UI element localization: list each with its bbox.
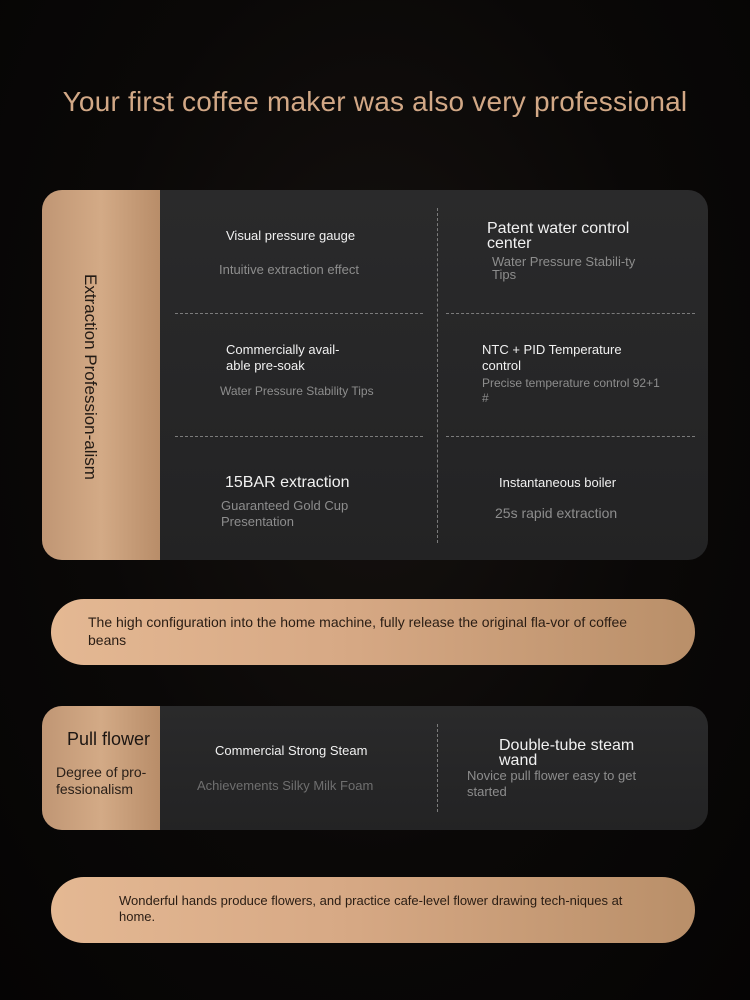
pull-flower-side-title: Pull flower: [67, 729, 151, 749]
feature-title-steam-wand: Double-tube steam wand: [499, 737, 635, 769]
slogan-text-2: Wonderful hands produce flowers, and practice cafe-level flower drawing tech-niques at home.: [119, 893, 623, 924]
row-divider: [446, 436, 695, 437]
slogan-text-1: The high configuration into the home machine, fully release the original fla-vor of coffee beans: [88, 614, 628, 648]
feature-title-pressure-gauge: Visual pressure gauge: [226, 228, 356, 243]
feature-desc-boiler: 25s rapid extraction: [495, 505, 618, 521]
feature-title-water-control: Patent water control center: [487, 220, 630, 252]
feature-title-pre-soak: Commercially avail-able pre-soak: [226, 342, 340, 373]
feature-title-15bar: 15BAR extraction: [225, 474, 350, 491]
extraction-side-label: Extraction Profession-alism: [81, 274, 100, 480]
feature-desc-steam-wand: Novice pull flower easy to get started: [467, 768, 637, 799]
feature-desc-15bar: Guaranteed Gold Cup Presentation: [221, 498, 349, 529]
pull-flower-card: [42, 706, 708, 830]
feature-desc-pre-soak: Water Pressure Stability Tips: [220, 384, 374, 398]
feature-desc-strong-steam: Achievements Silky Milk Foam: [197, 778, 374, 793]
column-divider: [437, 724, 438, 812]
row-divider: [175, 313, 423, 314]
feature-title-boiler: Instantaneous boiler: [499, 475, 617, 490]
row-divider: [446, 313, 695, 314]
extraction-side-panel: [42, 190, 160, 560]
row-divider: [175, 436, 423, 437]
feature-desc-pressure-gauge: Intuitive extraction effect: [219, 262, 359, 277]
feature-title-strong-steam: Commercial Strong Steam: [215, 743, 368, 758]
pull-flower-side-panel: [42, 706, 160, 830]
page-headline: Your first coffee maker was also very professional: [62, 86, 688, 117]
slogan-banner-1: [51, 599, 695, 665]
feature-title-ntc-pid: NTC + PID Temperature control: [482, 342, 622, 373]
extraction-features-card: [42, 190, 708, 560]
feature-desc-water-control: Water Pressure Stabili-ty Tips: [492, 254, 636, 282]
feature-desc-ntc-pid: Precise temperature control 92+1 #: [482, 376, 660, 405]
slogan-banner-2: [51, 877, 695, 943]
pull-flower-side-subtitle: Degree of pro-fessionalism: [56, 764, 147, 797]
column-divider: [437, 208, 438, 543]
